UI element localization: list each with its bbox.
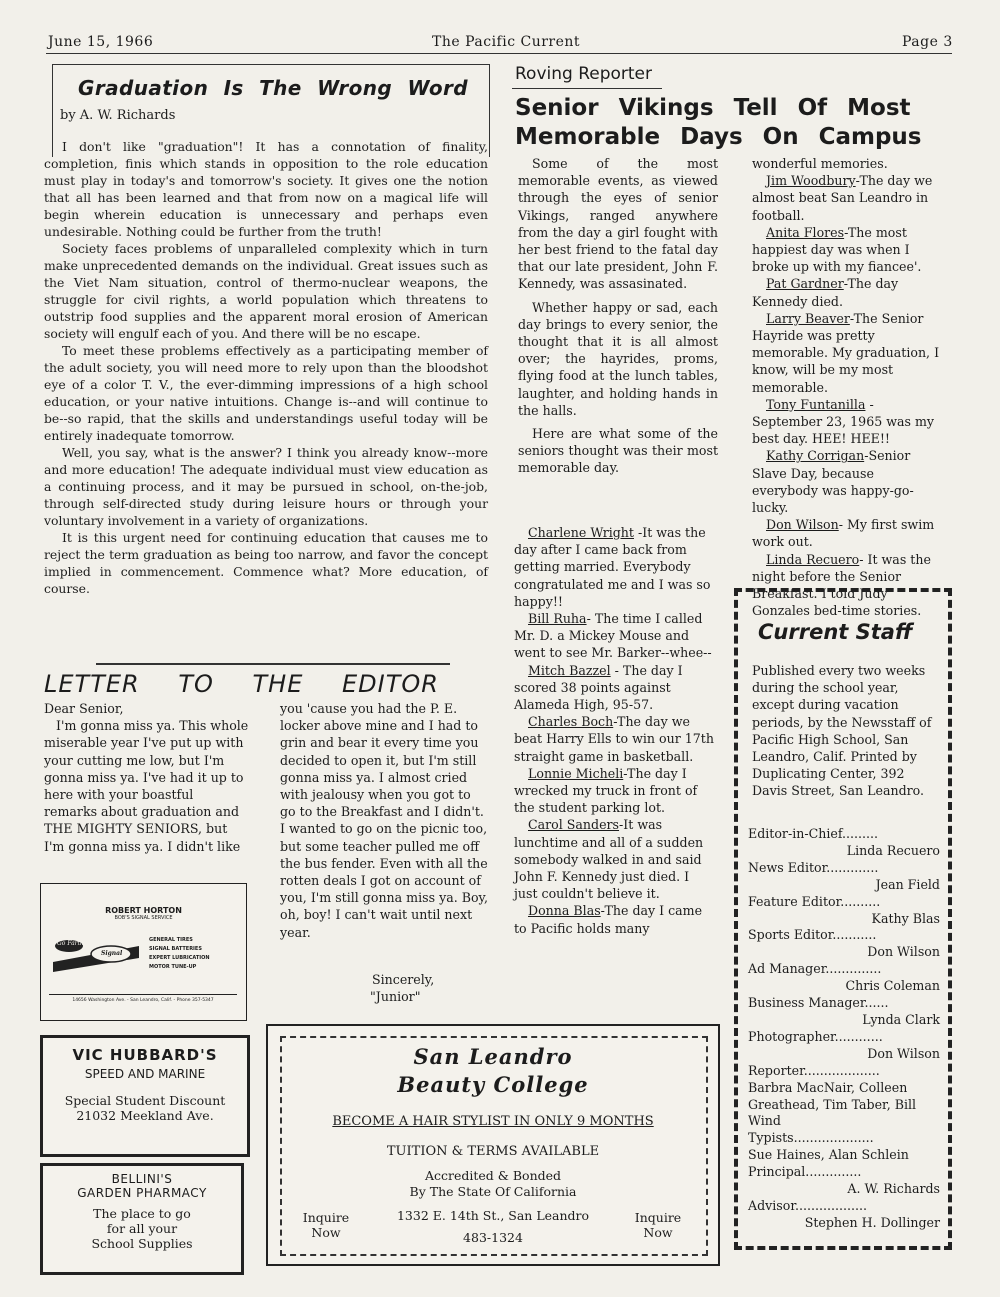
roving-entry-name: Charlene Wright: [528, 525, 634, 540]
staff-role-title: Business Manager......: [748, 995, 889, 1011]
roving-entry: [514, 610, 714, 662]
staff-role-title: Photographer............: [748, 1028, 883, 1044]
roving-entry-text: -The day Kennedy died.: [752, 276, 899, 309]
graduation-paragraph: I don't like "graduation"! It has a connotation of finality, completion, finis which stands in opposition to the role education must play in today's and tomorrow's society. It gives one the notion that all has been learned and that from now on a magical life will begin wherein education is unnecessary and perhaps even undesirable. Nothing could be further from the truth!: [44, 139, 488, 239]
roving-entry-text: -The day we almost beat San Leandro in football.: [752, 173, 933, 223]
roving-intro-paragraph: Here are what some of the seniors thought was their most memorable day.: [518, 426, 718, 476]
staff-box: [734, 588, 952, 1250]
bellini-ad: [40, 1163, 244, 1275]
roving-entry-name: Linda Recuero: [766, 551, 860, 567]
beauty-inquire-left: [296, 1210, 356, 1240]
roving-entry-text: - The time I called Mr. D. a Mickey Mouse and went to see Mr. Barker--whee--: [514, 611, 712, 661]
roving-entry-text: - My first swim work out.: [752, 517, 935, 550]
roving-entry-name: Charles Boch: [528, 714, 614, 730]
roving-entry-text: - It was the night before the Senior Breakfast. I told Judy Gonzales bed-time stories.: [752, 551, 931, 619]
horton-name: ROBERT HORTON: [105, 906, 182, 915]
staff-role-title: News Editor.............: [748, 859, 879, 875]
beauty-phone: 483-1324: [463, 1230, 523, 1245]
issue-date: June 15, 1966: [48, 34, 154, 50]
roving-entry-name: Larry Beaver: [766, 310, 850, 326]
roving-kicker: Roving Reporter: [515, 64, 653, 84]
staff-role-title: Principal..............: [748, 1164, 862, 1180]
roving-entry-text: - September 23, 1965 was my best day. HEE! HEE!!: [752, 396, 935, 447]
roving-entry-name: Jim Woodbury: [766, 173, 856, 189]
roving-entry-text: -The Senior Hayride was pretty memorable. My graduation, I know, will be my most memorable.: [752, 310, 940, 395]
beauty-address: 1332 E. 14th St., San Leandro: [396, 1208, 590, 1223]
roving-entry-text: -It was the day after I came back from getting married. Everybody congratulated me and I was so happy!!: [514, 525, 711, 609]
horton-service: MOTOR TUNE-UP: [149, 964, 197, 970]
staff-role-names: A. W. Richards: [847, 1181, 940, 1197]
roving-entry-name: Donna Blas: [528, 903, 601, 919]
graduation-byline: by A. W. Richards: [60, 108, 176, 123]
staff-role-names: Stephen H. Dollinger: [804, 1214, 940, 1230]
staff-role-title: Ad Manager..............: [748, 961, 882, 977]
letter-closing: Sincerely,: [372, 972, 435, 987]
roving-title: Senior Vikings Tell Of Most Memorable Days On Campus: [515, 95, 922, 150]
roving-entry: [514, 816, 714, 902]
horton-slogan1: Go Farther: [57, 940, 91, 947]
staff-role: [748, 1164, 940, 1198]
staff-role-names: Jean Field: [875, 876, 940, 892]
roving-entry-text: - The day I scored 38 points against Alameda High, 95-57.: [514, 662, 683, 713]
roving-col1-entries: [514, 524, 714, 937]
roving-intro-paragraph: Some of the most memorable events, as viewed through the eyes of senior Vikings, ranged anywhere from the day a girl fought with her best friend to the fatal day that our late president, John F. Kennedy, was assasinated.: [518, 156, 718, 292]
staff-title: Current Staff: [758, 620, 913, 644]
hubbard-sub: SPEED AND MARINE: [84, 1067, 206, 1081]
staff-role: [748, 927, 940, 961]
staff-role-names: Sue Haines, Alan Schlein: [748, 1147, 909, 1163]
beauty-accred1: Accredited & Bonded: [424, 1168, 562, 1183]
roving-entry-name: Carol Sanders: [528, 817, 620, 833]
roving-entry-name: Lonnie Micheli: [528, 765, 624, 781]
roving-entry-name: Bill Ruha: [528, 611, 587, 627]
letter-col1: Dear Senior, I'm gonna miss ya. This whole miserable year I've put up with your cutting me low, but I'm gonna miss ya. I've had it up to here with your boastful remarks about graduation and THE MIGHTY SENIORS, but I'm gonna miss ya. I didn't like: [44, 701, 249, 854]
staff-role-names: Don Wilson: [867, 944, 940, 960]
roving-entry-name: Don Wilson: [766, 517, 839, 533]
staff-role: [748, 1130, 940, 1164]
staff-role: [748, 1029, 940, 1063]
staff-role-title: Typists....................: [748, 1130, 874, 1146]
roving-entry-name: Mitch Bazzel: [528, 662, 611, 678]
hubbard-line1: Special Student Discount: [64, 1093, 226, 1108]
horton-services: [149, 936, 210, 972]
hubbard-ad: [40, 1035, 250, 1157]
graduation-paragraph: To meet these problems effectively as a participating member of the adult society, you will need more to rely upon than the bloodshot eye of a color T. V., the ever-dimming impressions of a high school education, or your native intuitions. Change is--and will continue to be--so rapid, that the skills and understandings useful today will be entirely inadequate tomorrow.: [44, 343, 488, 443]
staff-role: [748, 961, 940, 995]
staff-role: [748, 826, 940, 860]
roving-entry-text: -It was lunchtime and all of a sudden somebody walked in and said John F. Kennedy just died. I just couldn't believe it.: [514, 817, 704, 902]
roving-entry: [752, 396, 942, 448]
signal-logo-icon: [51, 932, 141, 976]
horton-service: GENERAL TIRES: [149, 937, 193, 943]
graduation-body: [44, 138, 488, 597]
roving-entry: [752, 172, 942, 224]
staff-role: [748, 1198, 940, 1232]
roving-intro-paragraph: Whether happy or sad, each day brings to every senior, the thought that it is all almost over; the hayrides, proms, flying food at the lunch tables, laughter, and holding hands in the halls.: [518, 299, 718, 418]
horton-service: EXPERT LUBRICATION: [149, 955, 210, 961]
roving-entry-text: -The day I came to Pacific holds many: [514, 903, 703, 936]
staff-role: [748, 894, 940, 928]
roving-entry: [752, 224, 942, 276]
graduation-title: Graduation Is The Wrong Word: [78, 76, 468, 100]
beauty-accred2: By The State Of California: [409, 1184, 577, 1199]
roving-entry: [514, 902, 714, 936]
beauty-college-ad: [266, 1024, 720, 1266]
roving-entry: [514, 524, 714, 610]
horton-address: 14656 Washington Ave. - San Leandro, Calif. - Phone 357-5347: [72, 998, 214, 1003]
roving-entry: [514, 713, 714, 765]
roving-entry-name: Kathy Corrigan: [766, 448, 865, 464]
roving-col2-start: wonderful memories.: [752, 156, 888, 171]
graduation-end-rule: [96, 663, 450, 665]
staff-role-names: Barbra MacNair, Colleen Greathead, Tim Taber, Bill Wind: [748, 1079, 917, 1129]
staff-blurb: Published every two weeks during the school year, except during vacation periods, by the Newsstaff of Pacific High School, San Leandro, Calif. Printed by Duplicating Center, 392 Davis Street, San Leandro.: [752, 663, 932, 799]
staff-role-names: Linda Recuero: [846, 842, 940, 858]
hubbard-name: VIC HUBBARD'S: [72, 1046, 218, 1064]
roving-entry-text: -The day I wrecked my truck in front of the student parking lot.: [514, 765, 698, 816]
bellini-line3: School Supplies: [91, 1236, 193, 1251]
letter-col2: you 'cause you had the P. E. locker above mine and I had to grin and bear it every time you decided to open it, but I'm still gonna miss ya. I almost cried with jealousy when you got to go to the Breakfast and I didn't. I wanted to go on the picnic too, but some teacher pulled me off the bus fender. Even with all the rotten deals I got on account of you, I'm still gonna miss ya. Boy, oh, boy! I can't wait until next year.: [280, 701, 488, 940]
roving-intro: [518, 155, 718, 477]
roving-entry: [752, 310, 942, 396]
graduation-paragraph: Society faces problems of unparalleled complexity which in turn make unprecedented demands on the individual. Great issues such as the Viet Nam situation, control of thermo-nuclear weapons, the struggle for civil rights, a world population which threatens to outstrip food supplies and the apparent moral erosion of American society will engulf each of you. And there will be no escape.: [44, 241, 488, 341]
staff-role-title: Sports Editor...........: [748, 927, 877, 943]
roving-entry-name: Tony Funtanilla: [766, 396, 866, 412]
horton-ad: [40, 883, 247, 1021]
roving-entry-name: Pat Gardner: [766, 276, 844, 292]
graduation-paragraph: It is this urgent need for continuing education that causes me to reject the term graduation as being too narrow, and favor the concept implied in commencement. Commence what? More education, of course.: [44, 530, 488, 596]
beauty-name2: Beauty College: [397, 1072, 589, 1097]
now-label: Now: [643, 1225, 673, 1240]
horton-slogan2: Signal: [101, 950, 123, 957]
now-label: Now: [311, 1225, 341, 1240]
roving-entry: [752, 516, 942, 550]
staff-role: [748, 1063, 940, 1131]
inquire-label: Inquire: [302, 1210, 350, 1225]
letter-signature: "Junior": [370, 989, 421, 1004]
hubbard-line2: 21032 Meekland Ave.: [76, 1108, 214, 1123]
staff-role-title: Advisor..................: [748, 1197, 868, 1213]
staff-role-title: Reporter...................: [748, 1062, 880, 1078]
roving-entry: [752, 275, 942, 309]
inquire-label: Inquire: [634, 1210, 682, 1225]
roving-entry-text: -Senior Slave Day, because everybody was happy-go-lucky.: [752, 448, 914, 516]
roving-entry-name: Anita Flores: [766, 224, 845, 240]
horton-service: SIGNAL BATTERIES: [149, 946, 202, 952]
bellini-name2: GARDEN PHARMACY: [77, 1186, 207, 1200]
roving-entry: [514, 662, 714, 714]
staff-role-title: Editor-in-Chief.........: [748, 826, 879, 841]
staff-role-names: Don Wilson: [867, 1045, 940, 1061]
kicker-rule: [512, 88, 662, 89]
staff-role-names: Kathy Blas: [871, 910, 940, 926]
bellini-line1: The place to go: [93, 1206, 191, 1221]
letter-title: LETTER TO THE EDITOR: [44, 670, 439, 698]
staff-role-names: Lynda Clark: [862, 1011, 940, 1027]
staff-role-title: Feature Editor..........: [748, 893, 881, 909]
staff-role: [748, 995, 940, 1029]
roving-entry-text: -The day we beat Harry Ells to win our 17th straight game in basketball.: [514, 714, 714, 764]
bellini-line2: for all your: [106, 1221, 178, 1236]
beauty-tuition: TUITION & TERMS AVAILABLE: [386, 1144, 600, 1159]
horton-sub: BOB'S SIGNAL SERVICE: [114, 915, 173, 921]
roving-entry: [514, 765, 714, 817]
roving-entry: [752, 447, 942, 516]
roving-col2-entries: [752, 155, 942, 619]
staff-role-names: Chris Coleman: [845, 978, 940, 994]
header-rule: [46, 53, 952, 54]
beauty-name1: San Leandro: [413, 1044, 573, 1069]
staff-roles: [748, 826, 940, 1232]
page-number: Page 3: [902, 34, 953, 50]
graduation-paragraph: Well, you say, what is the answer? I think you already know--more and more education! The adequate individual must view education as a continuing process, and it may be pursued in school, on-the-job, through self-directed study during leisure hours or through your voluntary involvement in a variety of organizations.: [44, 445, 488, 528]
paper-name: The Pacific Current: [432, 34, 581, 50]
roving-entry-text: -The most happiest day was when I broke up with my fiancee'.: [752, 224, 922, 275]
beauty-inquire-right: [628, 1210, 688, 1240]
staff-role: [748, 860, 940, 894]
bellini-name1: BELLINI'S: [111, 1172, 173, 1186]
beauty-headline: BECOME A HAIR STYLIST IN ONLY 9 MONTHS: [332, 1114, 654, 1129]
